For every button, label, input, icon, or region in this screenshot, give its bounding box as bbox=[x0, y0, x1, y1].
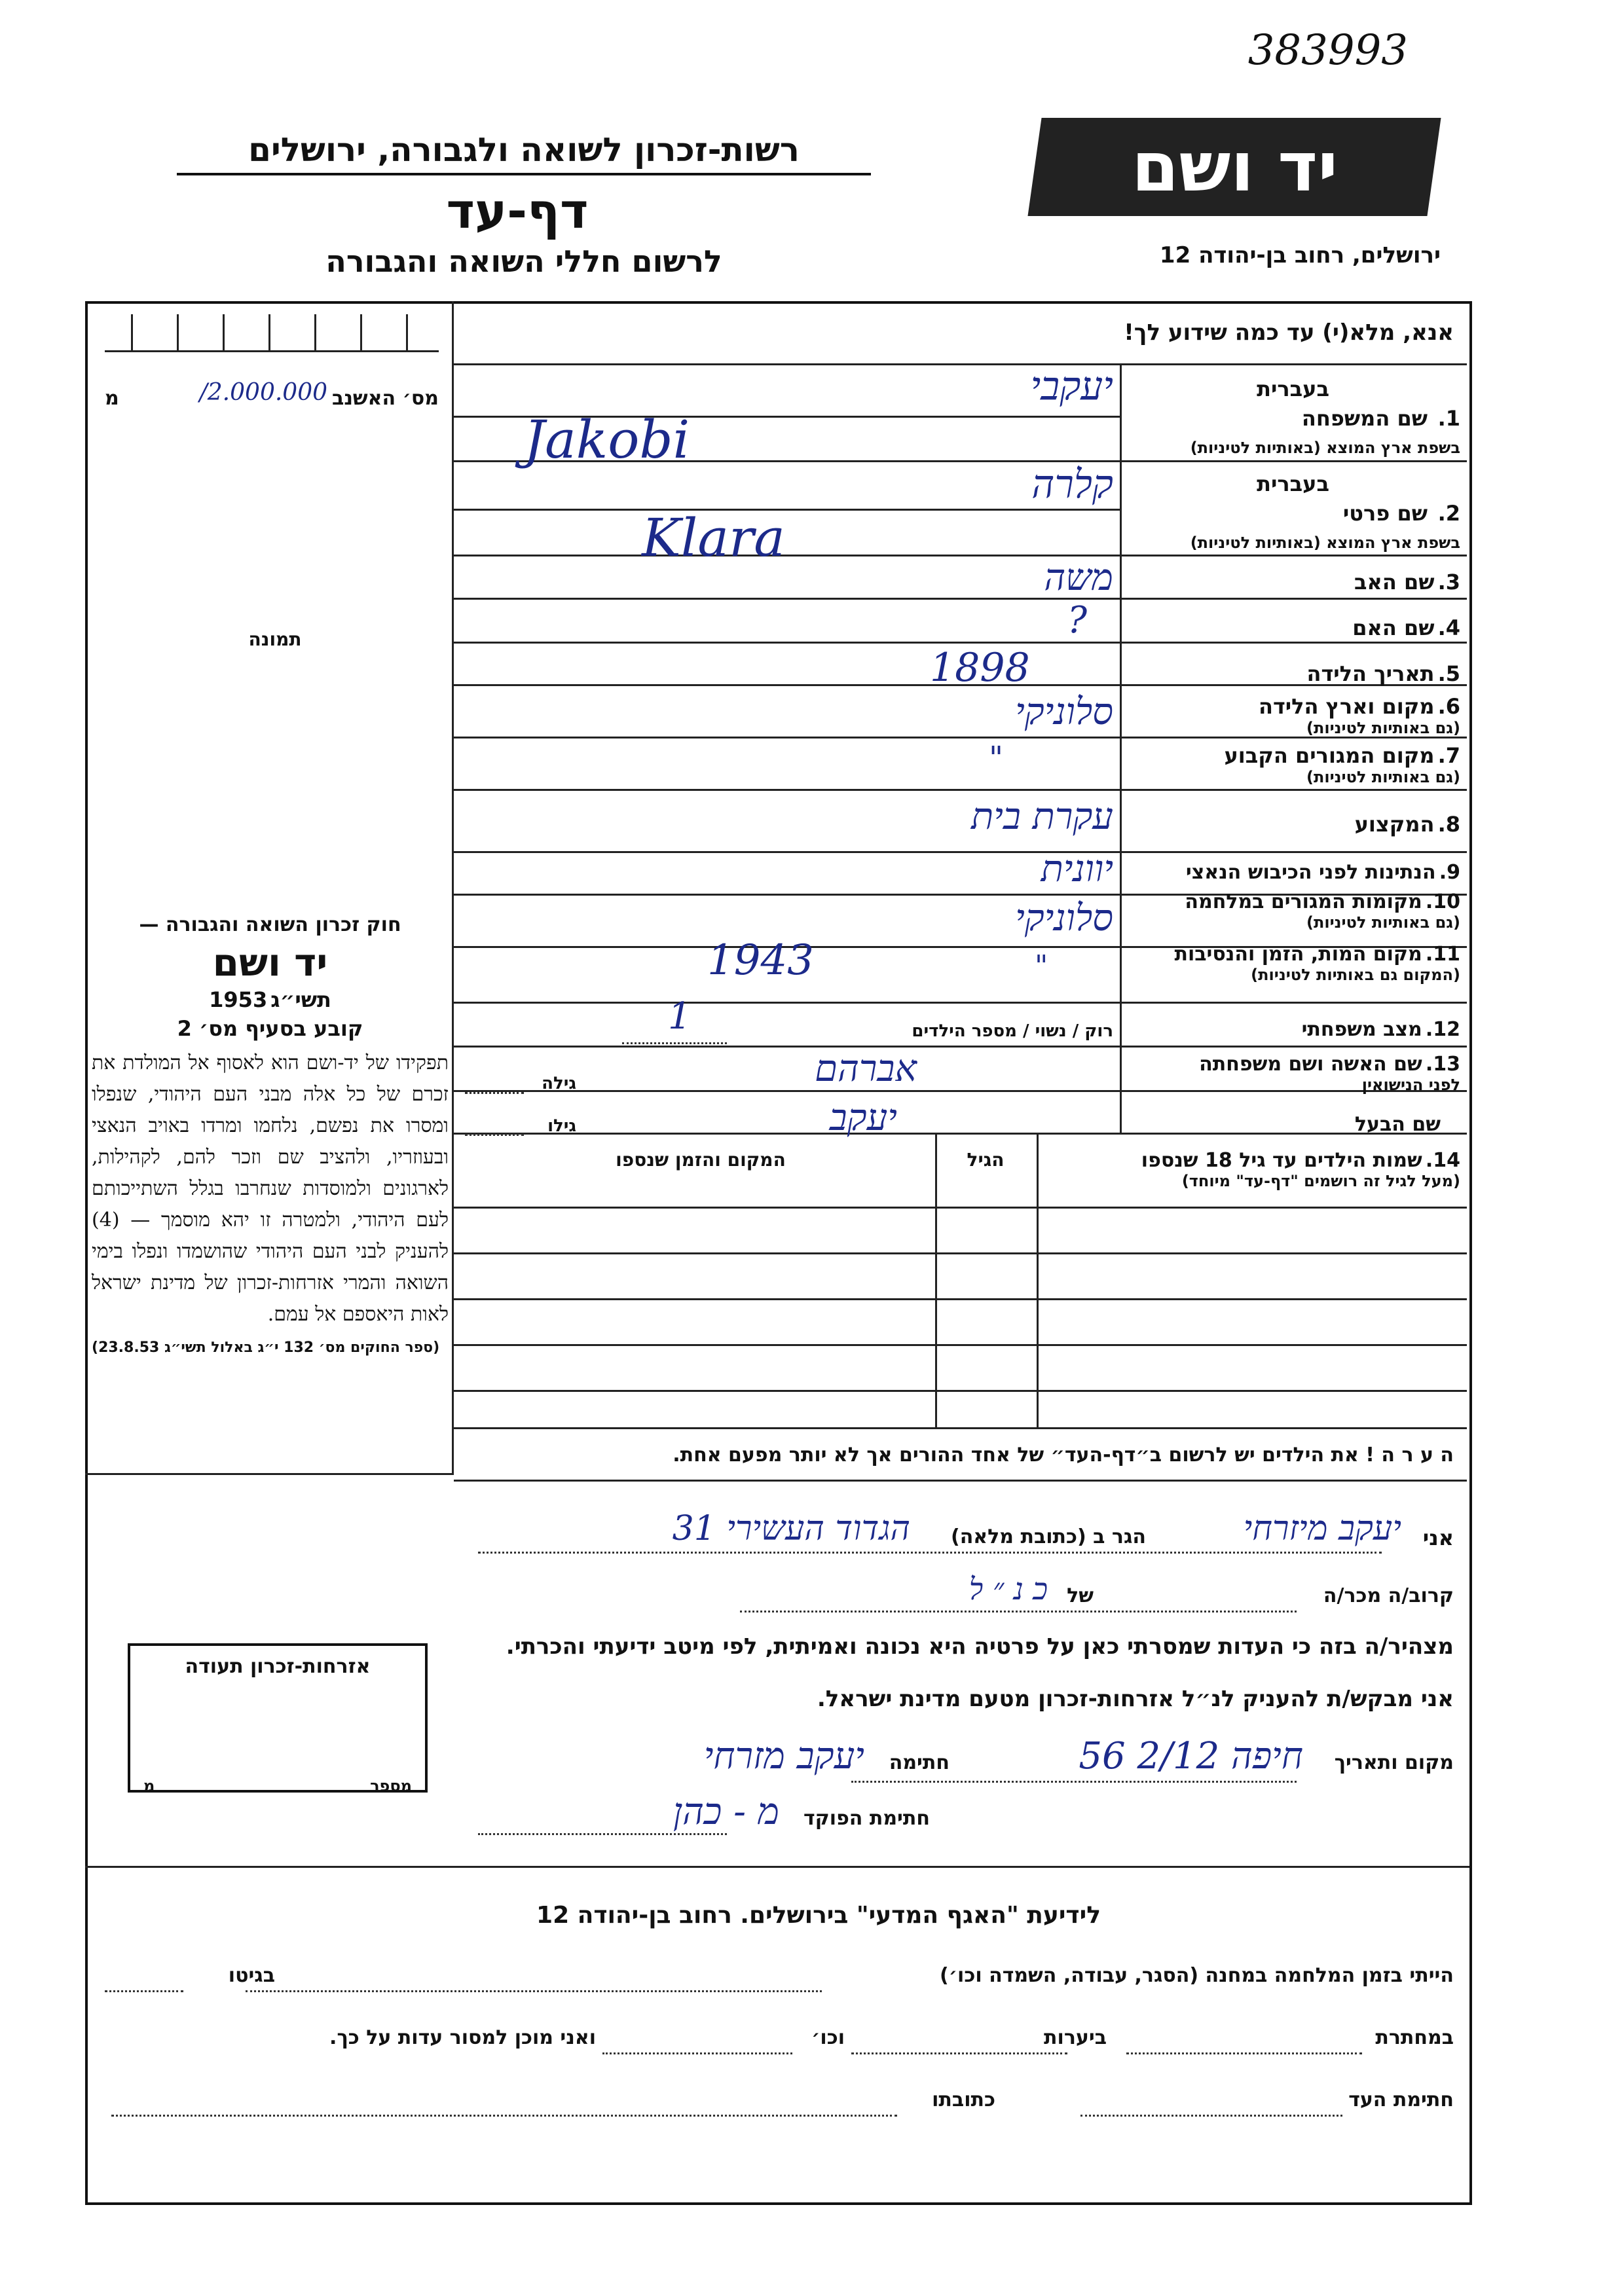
file-number-label: מס׳ האשנב bbox=[332, 387, 439, 410]
field-given-name-value-latin: Klara bbox=[642, 507, 785, 568]
officer-signature-row: חתימת הפוקד מ - כהן bbox=[673, 1791, 930, 1833]
field-war-residence: 10. מקומות המגורים במלחמה (גם באותיות לטיניות) bbox=[1185, 890, 1460, 932]
footer-line2: במחתרת ביערות וכו׳ ואני מוכן למסור עדות על כך. bbox=[329, 2026, 1454, 2049]
field-husband-label: שם הבעל bbox=[1354, 1113, 1441, 1136]
law-section: קובע בסעיף מס׳ 2 bbox=[177, 1016, 363, 1041]
certificate-title: אזרחות-זכרון תעודה bbox=[185, 1655, 371, 1678]
field-nationality-value: יוונית bbox=[1041, 848, 1113, 890]
declaration-line2: קרוב/ה מכר/ה של כ נ ״ ל bbox=[969, 1571, 1454, 1607]
declaration-statement1: מצהיר/ה בזה כי העדות שמסרתי כאן על פרטיה היא נכונה ואמיתית, לפי מיטב ידיעתי והכרתי. bbox=[506, 1633, 1454, 1660]
archive-number: 383993 bbox=[1247, 26, 1408, 75]
law-year: 1953 bbox=[209, 987, 268, 1012]
field-surname-tag: בעברית bbox=[1257, 376, 1329, 401]
footer-line1: הייתי בזמן המלחמה במחנה (הסגר, עבודה, השמדה וכו׳) בגיטו bbox=[228, 1964, 1454, 1987]
marital-options: רוק / נשוי / מספר הילדים bbox=[912, 1021, 1113, 1041]
law-source: (ספר החוקים מס׳ 132 י״ג באלול תשי״ג 23.8.53) bbox=[92, 1339, 440, 1356]
footer-divider bbox=[85, 1866, 1469, 1868]
field-given-name: בעברית 2. שם פרטי בשפת ארץ המוצא (באותיות לטיניות) bbox=[1190, 471, 1460, 552]
footer-heading: לידיעת "האגף המדעי" בירושלים. רחוב בן-יהודה 12 bbox=[536, 1902, 1101, 1929]
law-box bbox=[92, 913, 449, 1356]
husband-age-label: גילו bbox=[547, 1116, 576, 1136]
certificate-box: אזרחות-זכרון תעודה מספר מ bbox=[128, 1643, 428, 1793]
field-marital-status: 12. מצב משפחתי bbox=[1301, 1018, 1460, 1041]
field-birth-date: 5. תאריך הלידה bbox=[1306, 661, 1460, 686]
logo-text: יד ושם bbox=[1131, 127, 1338, 207]
footer-line3: חתימת העד כתובתו bbox=[932, 2088, 1454, 2111]
field-wife-name-value: אברהם bbox=[815, 1048, 917, 1090]
yad-vashem-logo bbox=[1027, 118, 1441, 216]
field-surname-sub: בשפת ארץ המוצא (באותיות לטיניות) bbox=[1190, 439, 1460, 457]
field-death: 11. מקום המות, הזמן והנסיבות (המקום גם באותיות לטיניות) bbox=[1174, 943, 1460, 984]
field-birth-date-value: 1898 bbox=[930, 645, 1030, 691]
field-husband-value: יעקב bbox=[829, 1097, 897, 1139]
file-number-suffix: מ bbox=[105, 387, 119, 410]
left-column-bottom bbox=[85, 1473, 454, 1475]
field-occupation: 8. המקצוע bbox=[1354, 812, 1460, 837]
field-death-year: 1943 bbox=[707, 936, 814, 985]
field-wife-name: 13. שם האשה ושם משפחתה לפני הנישואין bbox=[1199, 1053, 1460, 1094]
declaration-statement2: אני מבקש/ת להעניק לנ״ל אזרחות-זכרון מטעם מדינת ישראל. bbox=[817, 1686, 1454, 1712]
instruction-text: אנא, מלא(י) עד כמה שידוע לך! bbox=[1124, 319, 1454, 346]
place-date-value: חיפה 2/12 56 bbox=[1079, 1735, 1303, 1777]
relation-value: כ נ ״ ל bbox=[969, 1571, 1048, 1607]
marital-children-value: 1 bbox=[668, 995, 692, 1038]
law-text: תפקידו של יד-ושם הוא לאסוף אל המולדת את זכרם של כל אלה מבני העם היהודי, שנפלו ומסרו את נפשם, נלחמו ומרדו באויב הנאצי ובעוזריו, ולהציב שם וזכר להם, לקהילות, לארגונים ולמוסדות שנחרבו בגלל השתייכותם לעם היהודי, ולמטרה זו יהא מוסמך — (4) להעניק לבני העם היהודי שהושמדו ונפלו בימי השואה והמרי אזרחות-זכרון של מדינת ישראל לאות היאספם אל עמם. bbox=[92, 1051, 449, 1326]
field-birth-place: 6. מקום וארץ הלידה (גם באותיות לטיניות) bbox=[1258, 694, 1460, 737]
declarant-address: הגדוד העשירי 31 bbox=[672, 1509, 910, 1548]
field-surname-value-he: יעקבי bbox=[1030, 363, 1113, 409]
declaration-signature-row: מקום ותאריך חיפה 2/12 56 חתימה יעקב מזרחי bbox=[703, 1735, 1454, 1777]
marital-dotted bbox=[622, 1042, 727, 1044]
children-header: 14. שמות הילדים עד גיל 18 שנספו (מעל לגיל זה רושמים "דף-עד" מיוחד) bbox=[1141, 1149, 1460, 1190]
field-nationality: 9. הנתינות לפני הכיבוש הנאצי bbox=[1185, 861, 1460, 884]
field-surname-value-latin: Jakobi bbox=[524, 409, 690, 470]
field-mother-name: 4. שם האם bbox=[1352, 615, 1460, 640]
field-surname: בעברית 1. שם המשפחה בשפת ארץ המוצא (באותיות לטיניות) bbox=[1190, 376, 1460, 457]
field-residence-value: " bbox=[989, 740, 1004, 776]
file-number-value: 2.000.000/ bbox=[199, 379, 327, 406]
file-number-row bbox=[98, 379, 439, 416]
field-war-residence-value: סלוניקי bbox=[1015, 897, 1113, 939]
field-surname-label: שם המשפחה bbox=[1301, 406, 1428, 431]
field-mother-name-value: ? bbox=[1067, 599, 1087, 642]
field-birth-place-value: סלוניקי bbox=[1015, 691, 1113, 733]
declaration-line1: אני יעקב מיזרחי הגר ב (כתובת מלאה) הגדוד העשירי 31 bbox=[672, 1509, 1454, 1550]
field-given-name-label: שם פרטי bbox=[1342, 501, 1428, 526]
photo-label: תמונה bbox=[248, 629, 302, 650]
law-title: חוק זכרון השואה והגבורה — bbox=[139, 913, 401, 936]
field-occupation-value: עקרת בית bbox=[971, 795, 1113, 838]
field-given-name-value-he: קלרה bbox=[1031, 462, 1113, 507]
children-col-place: המקום והזמן שנספו bbox=[616, 1149, 786, 1171]
children-note: ה ע ר ה ! את הילדים יש לרשום ב״דף-העד״ של אחד ההורים אך לא יותר מפעם אחת. bbox=[673, 1444, 1454, 1467]
law-name: יד ושם bbox=[212, 940, 328, 985]
field-father-name-value: משה bbox=[1044, 556, 1113, 599]
officer-signature: מ - כהן bbox=[673, 1791, 779, 1833]
header-address: ירושלים, רחוב בן-יהודה 12 bbox=[1159, 242, 1441, 268]
form-subtitle: לרשום חללי השואה והגבורה bbox=[325, 244, 722, 279]
children-col-age: הגיל bbox=[967, 1149, 1005, 1171]
field-death-ditto: " bbox=[1035, 949, 1048, 983]
wife-age-label: גילה bbox=[542, 1074, 576, 1093]
signature-value: יעקב מזרחי bbox=[703, 1735, 864, 1777]
authority-line: רשות-זכרון לשואה ולגבורה, ירושלים bbox=[177, 131, 871, 175]
declarant-name: יעקב מיזרחי bbox=[1243, 1509, 1401, 1548]
field-father-name: 3. שם האב bbox=[1354, 570, 1460, 594]
tick-marks bbox=[105, 314, 439, 354]
form-title: דף-עד bbox=[446, 183, 589, 240]
law-year-he: תשי״ג bbox=[270, 987, 331, 1012]
field-residence: 7. מקום המגורים הקבוע (גם באותיות לטיניות) bbox=[1224, 743, 1460, 786]
